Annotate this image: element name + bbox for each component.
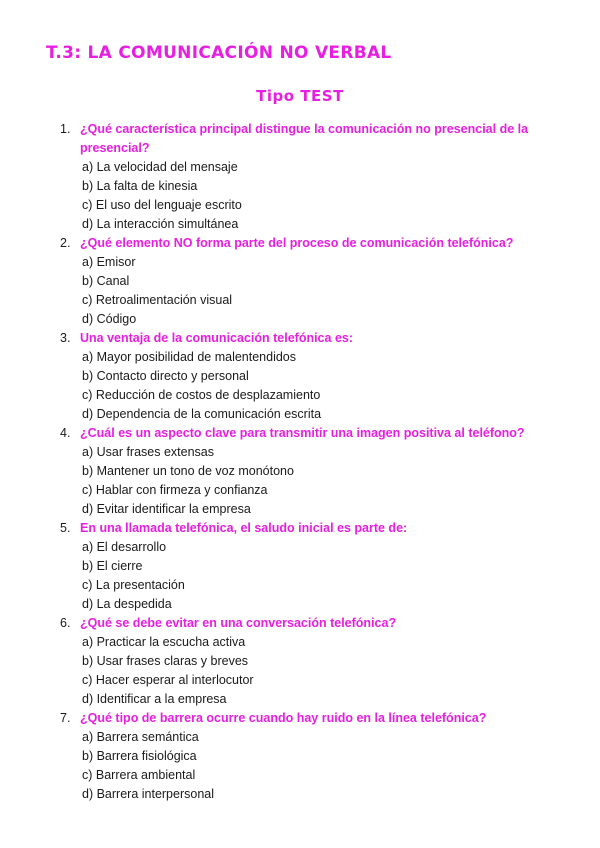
answer-option: c) Hacer esperar al interlocutor [82,673,254,687]
question-text: En una llamada telefónica, el saludo inicial es parte de: [80,521,408,535]
question-number: 7. [60,711,71,725]
answer-option: b) Barrera fisiológica [82,749,197,763]
answer-option: b) Canal [82,274,130,288]
question-text: ¿Cuál es un aspecto clave para transmitir una imagen positiva al teléfono? [80,426,525,440]
answer-option: d) Identificar a la empresa [82,692,227,706]
question-text: ¿Qué se debe evitar en una conversación telefónica? [80,616,397,630]
answer-option: b) Contacto directo y personal [82,369,249,383]
document-subtitle: Tipo TEST [256,87,344,105]
answer-option: a) Mayor posibilidad de malentendidos [82,350,297,364]
question-number: 1. [60,122,71,136]
answer-option: a) Emisor [82,255,136,269]
answer-option: d) Evitar identificar la empresa [82,502,251,516]
answer-option: a) La velocidad del mensaje [82,160,238,174]
answer-option: c) Barrera ambiental [82,768,196,782]
option-list [60,538,540,614]
option-list [60,443,540,519]
question-item [60,519,540,614]
question-number: 3. [60,331,71,345]
question-text: ¿Qué elemento NO forma parte del proceso de comunicación telefónica? [80,236,514,250]
question-number: 2. [60,236,71,250]
question-text: ¿Qué tipo de barrera ocurre cuando hay ruido en la línea telefónica? [80,711,487,725]
answer-option: a) Practicar la escucha activa [82,635,246,649]
question-number: 4. [60,426,71,440]
answer-option: c) El uso del lenguaje escrito [82,198,242,212]
answer-option: b) Usar frases claras y breves [82,654,249,668]
document-title: T.3: LA COMUNICACIÓN NO VERBAL [46,43,392,63]
answer-option: d) Dependencia de la comunicación escrita [82,407,322,421]
answer-option: b) Mantener un tono de voz monótono [82,464,294,478]
answer-option: a) Usar frases extensas [82,445,214,459]
question-item [60,424,540,519]
question-number: 6. [60,616,71,630]
question-text: Una ventaja de la comunicación telefónica es: [80,331,354,345]
question-item [60,120,540,234]
question-item [60,709,540,804]
question-number: 5. [60,521,71,535]
answer-option: c) Retroalimentación visual [82,293,233,307]
answer-option: c) Reducción de costos de desplazamiento [82,388,321,402]
answer-option: b) La falta de kinesia [82,179,198,193]
answer-option: b) El cierre [82,559,143,573]
option-list [60,348,540,424]
question-item [60,234,540,329]
answer-option: a) Barrera semántica [82,730,199,744]
answer-option: c) Hablar con firmeza y confianza [82,483,268,497]
answer-option: d) Código [82,312,137,326]
option-list [60,253,540,329]
answer-option: c) La presentación [82,578,185,592]
option-list [60,633,540,709]
answer-option: d) Barrera interpersonal [82,787,215,801]
option-list [60,158,540,234]
option-list [60,728,540,804]
question-text: ¿Qué característica principal distingue la comunicación no presencial de la presencial? [80,122,529,155]
question-item [60,329,540,424]
answer-option: d) La despedida [82,597,172,611]
question-item [60,614,540,709]
answer-option: a) El desarrollo [82,540,167,554]
question-list [60,120,540,804]
answer-option: d) La interacción simultánea [82,217,239,231]
